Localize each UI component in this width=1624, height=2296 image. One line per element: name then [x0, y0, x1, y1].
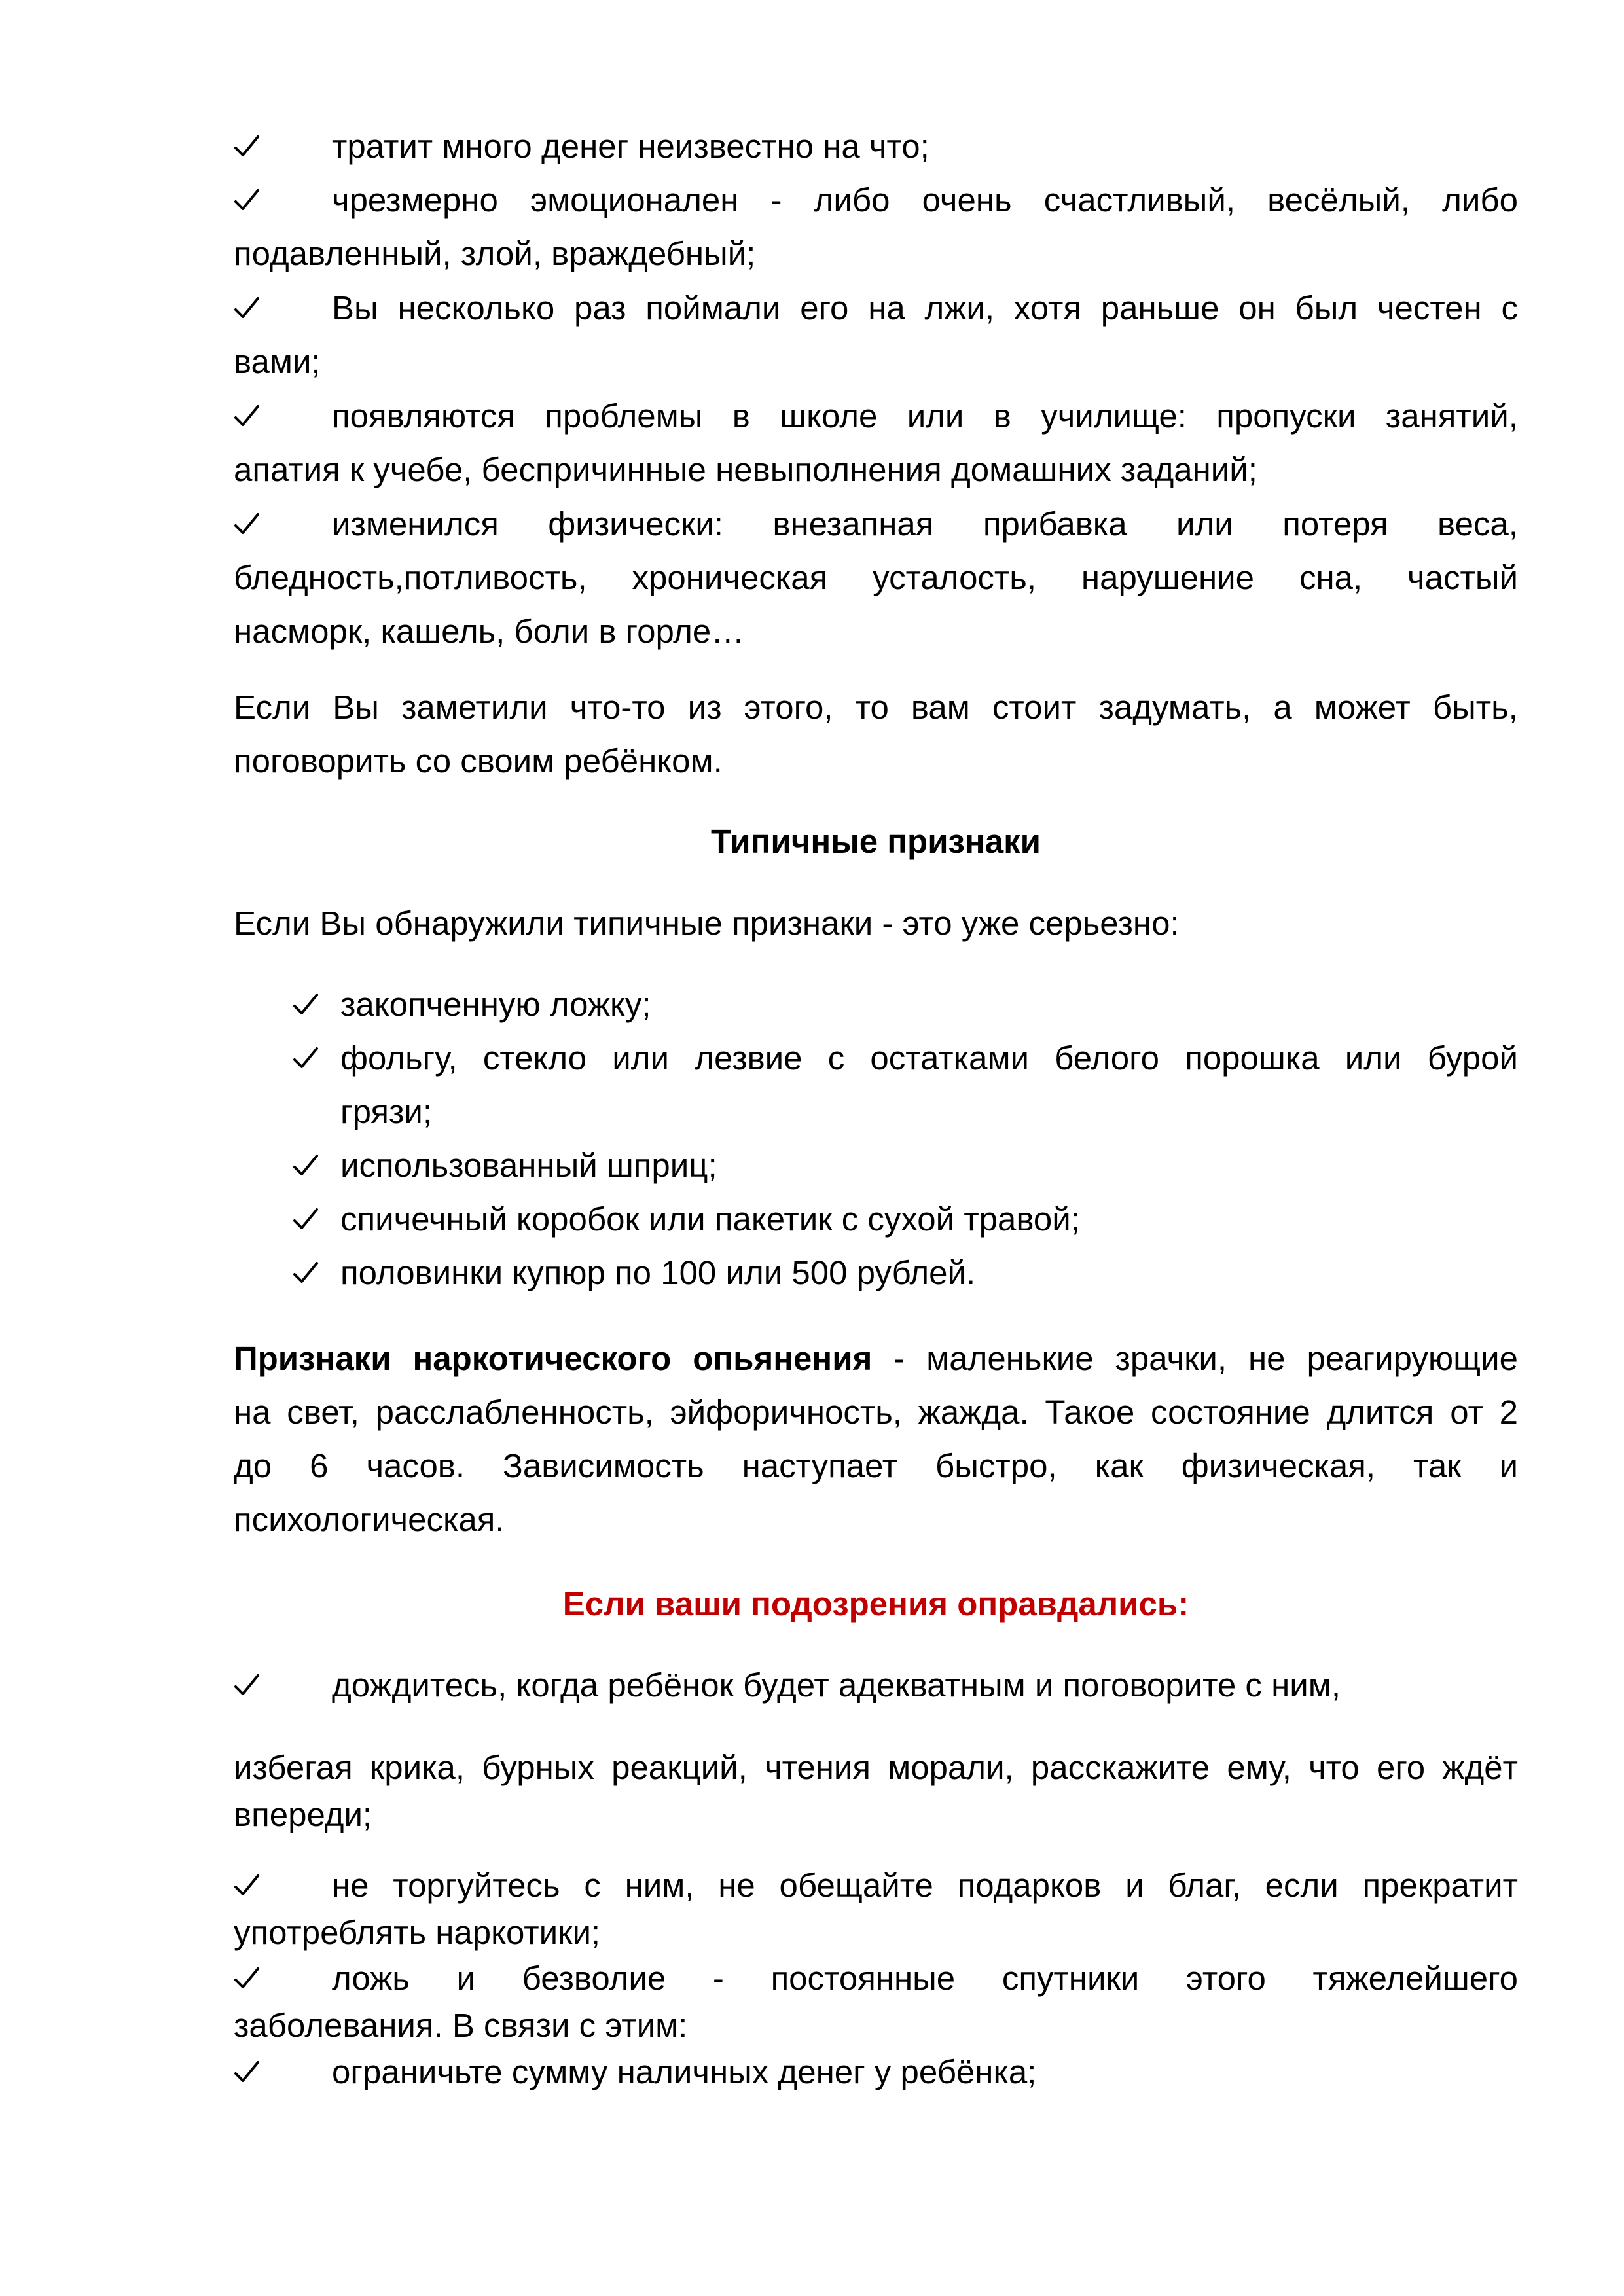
word: Вы — [332, 289, 378, 327]
word: жажда. — [918, 1393, 1029, 1431]
typical-intro: Если Вы обнаружили типичные признаки - это уже серьезно: — [234, 905, 1180, 942]
advice-item-line: ограничьте сумму наличных денег у ребёнка; — [332, 2053, 1037, 2090]
word: безволие — [522, 1960, 666, 1997]
word: этого, — [744, 689, 833, 726]
word: обещайте — [779, 1867, 933, 1904]
word: с — [1501, 289, 1518, 327]
advice-item-line: употреблять наркотики; — [234, 1914, 601, 1951]
intox-line: психологическая. — [234, 1501, 505, 1538]
list-item-line — [234, 551, 1518, 605]
advice-item-line — [332, 1952, 1518, 2005]
checkmark-icon — [293, 1139, 323, 1193]
word: быть, — [1432, 689, 1518, 726]
word: порошка — [1185, 1039, 1320, 1077]
word: ложь — [332, 1960, 410, 1997]
word: этого — [1185, 1960, 1266, 1997]
word: от — [1450, 1393, 1483, 1431]
word: или — [1176, 505, 1233, 543]
word: физическая, — [1181, 1447, 1376, 1484]
advice-paragraph-line — [234, 1741, 1518, 1795]
word: чтения — [765, 1749, 871, 1786]
checkmark-icon — [293, 1246, 323, 1300]
word: маленькие — [926, 1340, 1094, 1377]
word: фольгу, — [340, 1039, 458, 1077]
checkmark-icon — [234, 2045, 264, 2099]
word: морали, — [888, 1749, 1014, 1786]
intox-bold-word: Признаки — [234, 1340, 391, 1377]
word: наступает — [742, 1447, 898, 1484]
word: 6 — [310, 1447, 329, 1484]
word: Зависимость — [503, 1447, 704, 1484]
word: потеря — [1282, 505, 1388, 543]
word: был — [1295, 289, 1358, 327]
typical-list-line: использованный шприц; — [340, 1147, 717, 1184]
word: поймали — [645, 289, 781, 327]
typical-list-line: половинки купюр по 100 или 500 рублей. — [340, 1254, 976, 1291]
intox-line — [234, 1439, 1518, 1493]
word: благ, — [1168, 1867, 1241, 1904]
word: стоит — [992, 689, 1077, 726]
word: школе — [780, 397, 878, 435]
word: бурой — [1427, 1039, 1518, 1077]
checkmark-icon — [234, 1859, 264, 1912]
typical-list-line: грязи; — [340, 1093, 433, 1130]
word: занятий, — [1385, 397, 1518, 435]
word: частый — [1407, 559, 1518, 596]
word: появляются — [332, 397, 515, 435]
word: эйфоричность, — [670, 1393, 902, 1431]
word: внезапная — [772, 505, 934, 543]
word: раньше — [1100, 289, 1219, 327]
word: часов. — [366, 1447, 465, 1484]
word: - — [770, 181, 782, 219]
checkmark-icon — [234, 497, 264, 551]
word: как — [1094, 1447, 1144, 1484]
word: его — [800, 289, 849, 327]
checkmark-icon — [234, 120, 264, 173]
list-item-line — [332, 389, 1518, 443]
word: сна, — [1299, 559, 1363, 596]
word: крика, — [369, 1749, 465, 1786]
word: реагирующие — [1307, 1340, 1518, 1377]
word: несколько — [397, 289, 555, 327]
checkmark-icon — [293, 1193, 323, 1246]
intox-bold-word: наркотического — [412, 1340, 672, 1377]
word: быстро, — [935, 1447, 1057, 1484]
intox-line — [234, 1386, 1518, 1439]
word: училище: — [1041, 397, 1187, 435]
word: не — [1248, 1340, 1286, 1377]
checkmark-icon — [234, 281, 264, 335]
word: может — [1314, 689, 1411, 726]
word: чрезмерно — [332, 181, 498, 219]
checkmark-icon — [293, 978, 323, 1031]
word: торгуйтесь — [393, 1867, 560, 1904]
typical-list-line: спичечный коробок или пакетик с сухой травой; — [340, 1200, 1080, 1238]
word: вам — [911, 689, 970, 726]
word: усталость, — [873, 559, 1037, 596]
word: его — [1376, 1749, 1426, 1786]
word: остатками — [870, 1039, 1029, 1077]
word: ждёт — [1442, 1749, 1518, 1786]
word: лжи, — [924, 289, 995, 327]
word: и — [1499, 1447, 1518, 1484]
word: расслабленность, — [375, 1393, 654, 1431]
word: и — [456, 1960, 475, 1997]
word: проблемы — [545, 397, 703, 435]
word: раз — [573, 289, 626, 327]
word: зрачки, — [1115, 1340, 1227, 1377]
word: что — [1308, 1749, 1360, 1786]
word: 2 — [1499, 1393, 1518, 1431]
list-item-line: насморк, кашель, боли в горле… — [234, 613, 745, 650]
list-item-line: тратит много денег неизвестно на что; — [332, 128, 929, 165]
word: или — [907, 397, 964, 435]
list-item-line — [332, 281, 1518, 335]
list-item-line — [332, 173, 1518, 227]
word: подарков — [957, 1867, 1102, 1904]
list-item-line: апатия к учебе, беспричинные невыполнения домашних заданий; — [234, 451, 1257, 488]
word: Такое — [1045, 1393, 1135, 1431]
word: и — [1125, 1867, 1144, 1904]
word: задумать, — [1098, 689, 1252, 726]
word: избегая — [234, 1749, 353, 1786]
typical-list-line — [340, 1031, 1518, 1085]
advice-paragraph-line: впереди; — [234, 1796, 372, 1833]
checkmark-icon — [293, 1031, 323, 1085]
checkmark-icon — [234, 1952, 264, 2005]
word: лезвие — [695, 1039, 803, 1077]
word: ему, — [1227, 1749, 1291, 1786]
word: эмоционален — [530, 181, 739, 219]
word: бледность,потливость, — [234, 559, 587, 596]
paragraph-line — [234, 681, 1518, 734]
checkmark-icon — [234, 389, 264, 443]
word: то — [855, 689, 889, 726]
checkmark-icon — [234, 173, 264, 227]
word: если — [1265, 1867, 1339, 1904]
advice-item-line: заболевания. В связи с этим: — [234, 2007, 688, 2044]
word: - — [893, 1340, 905, 1377]
advice-item-line — [332, 1859, 1518, 1912]
word: свет, — [287, 1393, 359, 1431]
intox-bold-word: опьянения — [693, 1340, 873, 1377]
word: в — [993, 397, 1011, 435]
word: не — [332, 1867, 369, 1904]
word: с — [584, 1867, 601, 1904]
word: хотя — [1013, 289, 1081, 327]
word: не — [718, 1867, 755, 1904]
section-heading-typical: Типичные признаки — [711, 823, 1041, 860]
word: физически: — [548, 505, 723, 543]
word: весёлый, — [1267, 181, 1410, 219]
word: Вы — [333, 689, 379, 726]
word: до — [234, 1447, 272, 1484]
word: что-то — [569, 689, 666, 726]
word: либо — [814, 181, 890, 219]
word: он — [1238, 289, 1276, 327]
typical-list-line: закопченную ложку; — [340, 986, 651, 1023]
word: счастливый, — [1043, 181, 1235, 219]
section-heading-suspicions: Если ваши подозрения оправдались: — [562, 1585, 1189, 1623]
word: в — [732, 397, 750, 435]
word: реакций, — [611, 1749, 748, 1786]
paragraph-line: поговорить со своим ребёнком. — [234, 742, 723, 780]
word: а — [1273, 689, 1292, 726]
word: расскажите — [1030, 1749, 1210, 1786]
word: стекло — [482, 1039, 587, 1077]
word: белого — [1055, 1039, 1160, 1077]
list-item-line: вами; — [234, 343, 321, 380]
intox-line — [234, 1332, 1518, 1386]
word: хроническая — [632, 559, 828, 596]
word: нарушение — [1081, 559, 1255, 596]
word: - — [712, 1960, 724, 1997]
word: или — [612, 1039, 670, 1077]
word: честен — [1377, 289, 1482, 327]
word: пропуски — [1216, 397, 1356, 435]
word: Если — [234, 689, 311, 726]
word: прибавка — [983, 505, 1127, 543]
word: длится — [1326, 1393, 1434, 1431]
word: или — [1344, 1039, 1402, 1077]
word: состояние — [1151, 1393, 1310, 1431]
word: с — [827, 1039, 845, 1077]
checkmark-icon — [234, 1659, 264, 1712]
word: ним, — [624, 1867, 695, 1904]
word: изменился — [332, 505, 499, 543]
word: из — [687, 689, 722, 726]
word: бурных — [482, 1749, 594, 1786]
word: так — [1413, 1447, 1462, 1484]
word: заметили — [401, 689, 548, 726]
word: прекратит — [1362, 1867, 1518, 1904]
word: очень — [922, 181, 1012, 219]
word: постоянные — [770, 1960, 956, 1997]
word: на — [234, 1393, 271, 1431]
word: на — [868, 289, 905, 327]
list-item-line — [332, 497, 1518, 551]
list-item-line: подавленный, злой, враждебный; — [234, 235, 756, 272]
advice-item-line: дождитесь, когда ребёнок будет адекватным и поговорите с ним, — [332, 1666, 1341, 1704]
word: спутники — [1001, 1960, 1140, 1997]
word: либо — [1442, 181, 1518, 219]
word: веса, — [1437, 505, 1518, 543]
word: тяжелейшего — [1312, 1960, 1518, 1997]
